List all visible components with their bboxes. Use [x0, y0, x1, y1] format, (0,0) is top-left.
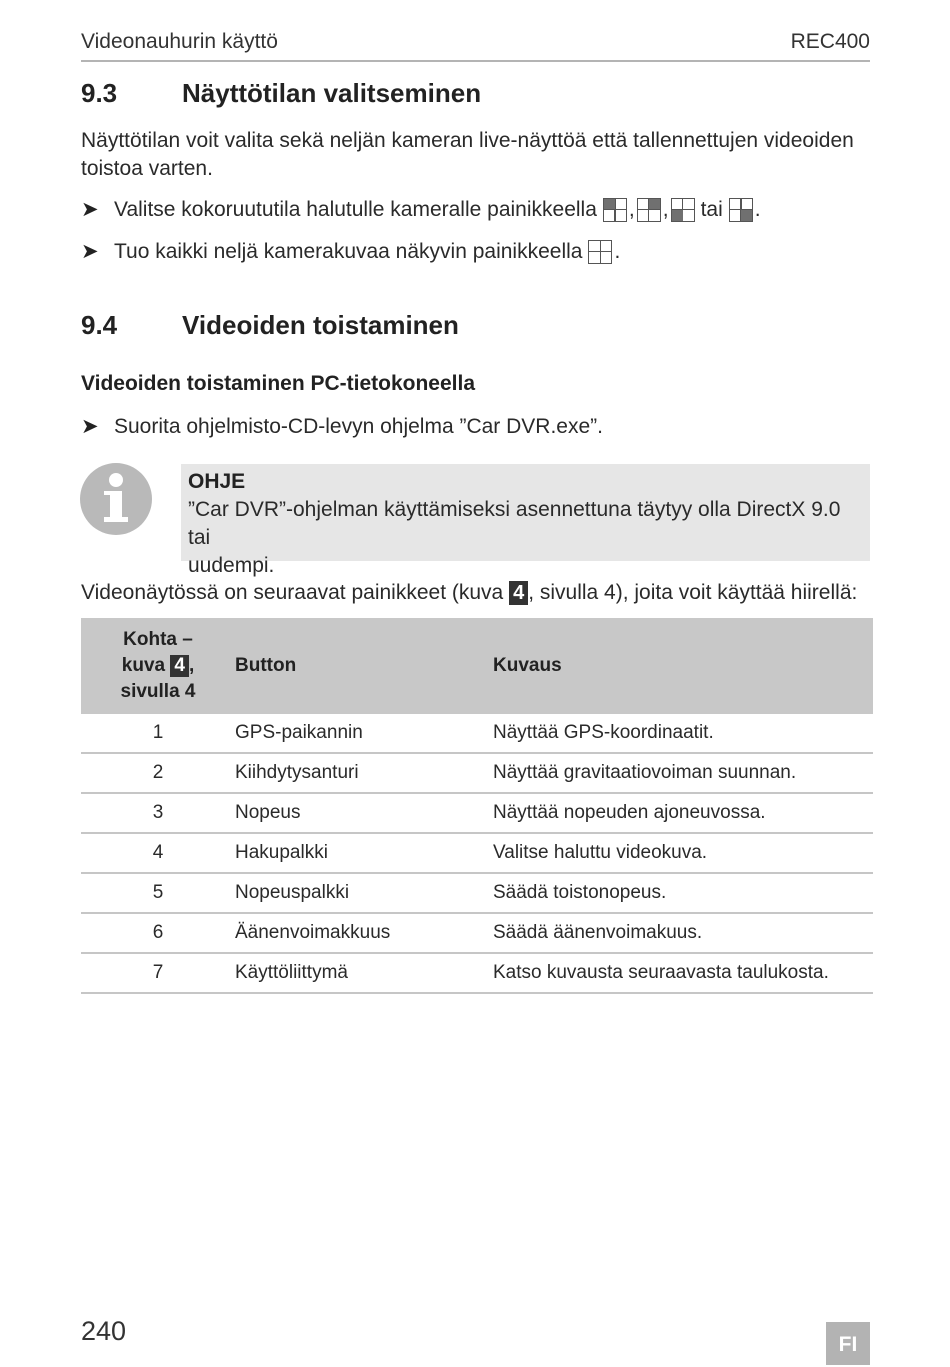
table-row [81, 714, 873, 753]
header-line: Kohta – [123, 629, 193, 650]
header-divider [81, 60, 870, 62]
header-cell-button: Button [235, 618, 493, 714]
section-intro [81, 127, 881, 183]
running-header-model: REC400 [790, 30, 870, 53]
bullet-text: Valitse kokoruututila halutulle kameralle painikkeella [114, 197, 597, 221]
cell-number: 5 [81, 873, 235, 913]
grid-quadrant-bottom-left-icon [671, 198, 695, 222]
bullet-four-view [81, 239, 620, 264]
note-box [181, 464, 870, 577]
cell-number: 2 [81, 753, 235, 793]
table-row [81, 833, 873, 873]
buttons-table [81, 618, 873, 994]
table-intro-text: Videonäytössä on seuraavat painikkeet (kuva [81, 581, 504, 604]
table-row [81, 873, 873, 913]
header-comma: , [188, 655, 195, 676]
language-tab: FI [826, 1322, 870, 1365]
section-title: Videoiden toistaminen [182, 310, 459, 340]
period: . [614, 239, 621, 263]
header-line: sivulla 4 [120, 681, 196, 702]
figure-badge: 4 [509, 581, 528, 605]
section-heading-9-4 [81, 310, 459, 341]
grid-quadrant-top-left-icon [603, 198, 627, 222]
cell-description: Näyttää GPS-koordinaatit. [493, 714, 873, 753]
table-row [81, 793, 873, 833]
bullet-arrow: ➤ [81, 198, 99, 221]
bullet-run-program [81, 414, 603, 439]
bullet-fullscreen [81, 197, 761, 222]
cell-number: 7 [81, 953, 235, 993]
header-line [81, 653, 235, 679]
grid-quadrant-top-right-icon [637, 198, 661, 222]
grid-quadrant-bottom-right-icon [729, 198, 753, 222]
table-row [81, 913, 873, 953]
cell-button: Nopeuspalkki [235, 873, 493, 913]
section-number: 9.4 [81, 310, 118, 340]
bullet-text: Suorita ohjelmisto-CD-levyn ohjelma ”Car DVR.exe”. [114, 414, 603, 438]
section-title: Näyttötilan valitseminen [182, 78, 482, 108]
subheading-pc-playback: Videoiden toistaminen PC-tietokoneella [81, 372, 476, 395]
cell-number: 4 [81, 833, 235, 873]
table-row [81, 753, 873, 793]
cell-number: 3 [81, 793, 235, 833]
cell-description: Säädä äänenvoimakuus. [493, 913, 873, 953]
section-heading-9-3 [81, 78, 481, 109]
bullet-text: Tuo kaikki neljä kamerakuvaa näkyvin painikkeella [114, 239, 583, 263]
cell-button: Käyttöliittymä [235, 953, 493, 993]
running-header-title: Videonauhurin käyttö [81, 30, 278, 53]
cell-button: Kiihdytysanturi [235, 753, 493, 793]
table-header-row [81, 618, 873, 714]
intro-line: Näyttötilan voit valita sekä neljän kameran live-näyttöä että tallennettujen videoiden [81, 129, 854, 152]
separator: , [628, 197, 635, 221]
cell-description: Säädä toistonopeus. [493, 873, 873, 913]
bullet-arrow: ➤ [81, 240, 99, 263]
cell-description: Näyttää gravitaatiovoiman suunnan. [493, 753, 873, 793]
cell-number: 6 [81, 913, 235, 953]
cell-description: Katso kuvausta seuraavasta taulukosta. [493, 953, 873, 993]
separator-tai: tai [700, 197, 723, 221]
page-number: 240 [81, 1316, 127, 1346]
cell-button: Nopeus [235, 793, 493, 833]
table-intro [81, 579, 857, 607]
cell-description: Valitse haluttu videokuva. [493, 833, 873, 873]
cell-button: Hakupalkki [235, 833, 493, 873]
figure-badge: 4 [170, 655, 189, 677]
header-kuva: kuva [121, 655, 166, 676]
bullet-arrow: ➤ [81, 415, 99, 438]
header-cell-item [81, 618, 235, 714]
note-line: uudempi. [188, 554, 275, 577]
cell-button: Äänenvoimakkuus [235, 913, 493, 953]
note-title: OHJE [188, 470, 246, 493]
table-intro-text: , sivulla 4), joita voit käyttää hiirellä: [528, 581, 858, 604]
grid-four-view-icon [588, 240, 612, 264]
intro-line: toistoa varten. [81, 157, 213, 180]
section-number: 9.3 [81, 78, 118, 108]
info-icon [80, 463, 152, 535]
cell-description: Näyttää nopeuden ajoneuvossa. [493, 793, 873, 833]
cell-number: 1 [81, 714, 235, 753]
period: . [754, 197, 761, 221]
separator: , [662, 197, 669, 221]
note-line: ”Car DVR”-ohjelman käyttämiseksi asennettuna täytyy olla DirectX 9.0 tai [188, 498, 841, 549]
table-row [81, 953, 873, 993]
header-cell-description: Kuvaus [493, 618, 873, 714]
cell-button: GPS-paikannin [235, 714, 493, 753]
